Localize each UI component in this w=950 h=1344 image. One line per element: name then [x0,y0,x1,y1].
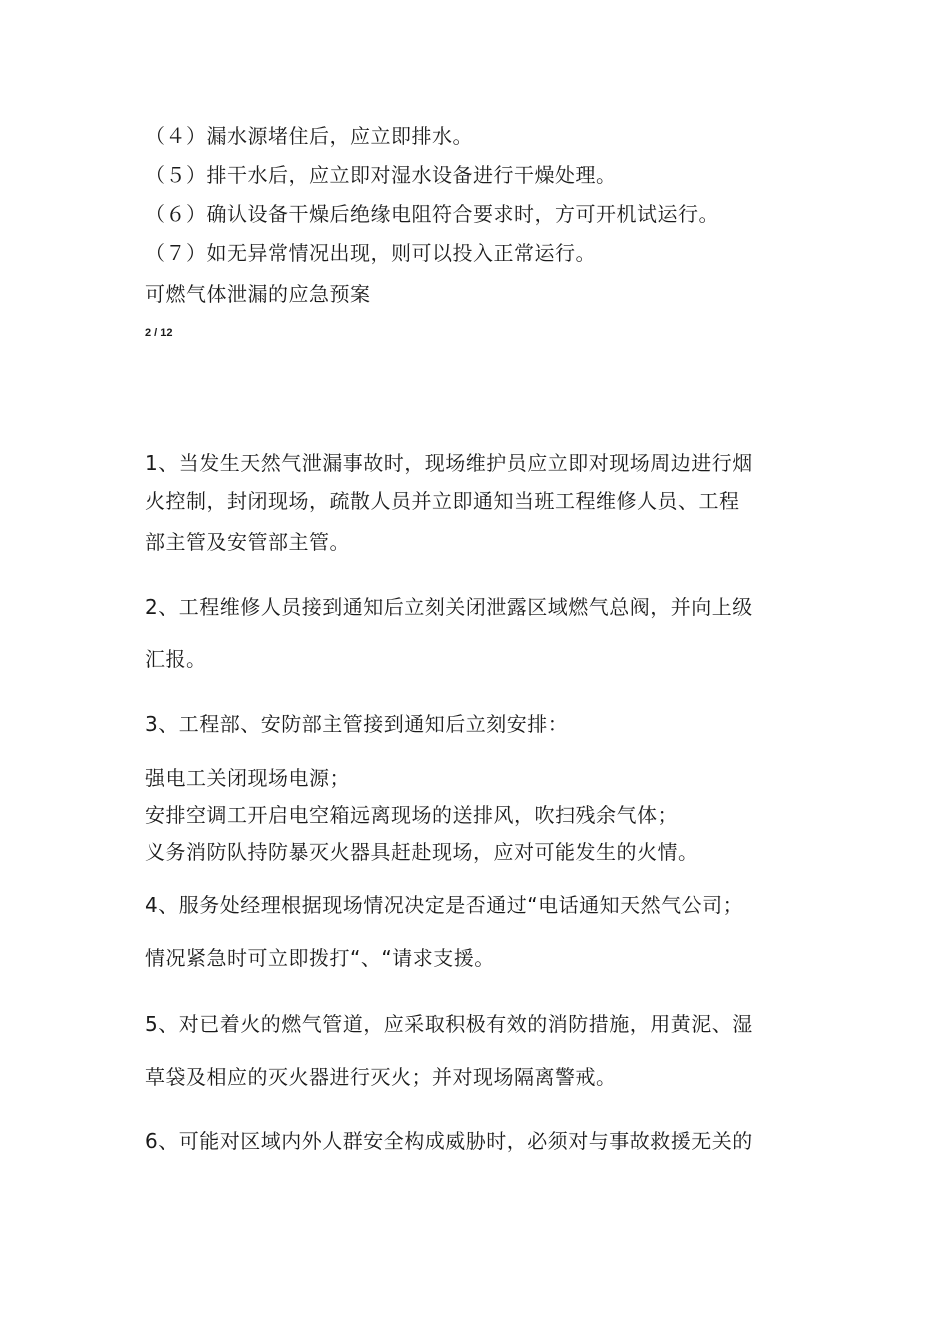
paragraph-2-line-1: 2、工程维修人员接到通知后立刻关闭泄露区域燃气总阀，并向上级 [145,595,753,619]
paragraph-3: 3、工程部、安防部主管接到通知后立刻安排： [145,712,569,736]
section-title: 可燃气体泄漏的应急预案 [145,282,371,306]
list-item: 义务消防队持防暴灭火器具赶赴现场，应对可能发生的火情。 [145,840,699,864]
step-4-text: （４）漏水源堵住后，应立即排水。 [145,124,473,148]
step-7-text: （７）如无异常情况出现，则可以投入正常运行。 [145,241,596,265]
list-item: 安排空调工开启电空箱远离现场的送排风，吹扫残余气体； [145,803,678,827]
paragraph-2-line-2: 汇报。 [145,647,207,671]
list-item: 强电工关闭现场电源； [145,766,350,790]
paragraph-4-line-2: 情况紧急时可立即拨打“、“请求支援。 [145,946,495,970]
paragraph-5-line-2: 草袋及相应的灭火器进行灭火；并对现场隔离警戒。 [145,1065,617,1089]
paragraph-6: 6、可能对区域内外人群安全构成威胁时，必须对与事故救援无关的 [145,1129,753,1153]
paragraph-1-line-1: 1、当发生天然气泄漏事故时，现场维护员应立即对现场周边进行烟 [145,451,753,475]
page-number: 2 / 12 [145,327,173,339]
paragraph-5-line-1: 5、对已着火的燃气管道，应采取积极有效的消防措施，用黄泥、湿 [145,1012,753,1036]
step-6-text: （６）确认设备干燥后绝缘电阻符合要求时，方可开机试运行。 [145,202,719,226]
step-5-text: （５）排干水后，应立即对湿水设备进行干燥处理。 [145,163,617,187]
paragraph-4-line-1: 4、服务处经理根据现场情况决定是否通过“电话通知天然气公司； [145,893,744,917]
paragraph-1-line-2: 火控制，封闭现场，疏散人员并立即通知当班工程维修人员、工程 [145,489,740,513]
paragraph-1-line-3: 部主管及安管部主管。 [145,530,350,554]
